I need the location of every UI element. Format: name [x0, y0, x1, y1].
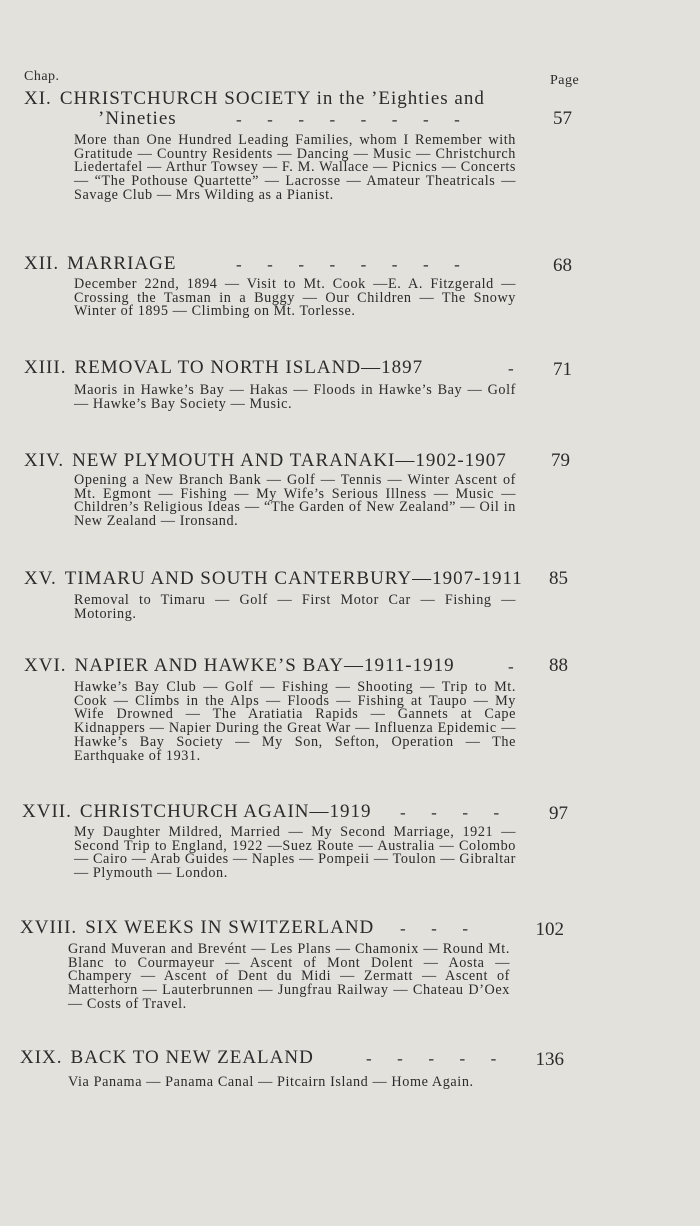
chapter-number: XVIII. — [20, 917, 78, 938]
chapter-title: SIX WEEKS IN SWITZERLAND — [85, 917, 375, 938]
leader-dashes: - - - - - — [366, 1049, 497, 1068]
leader-dashes: - - - — [400, 919, 468, 938]
chapter-number: XIV. — [24, 450, 65, 471]
chapter-title-continued: ’Nineties — [98, 108, 177, 129]
chapter-summary: Removal to Timaru — Golf — First Motor Car — Fishing — Motoring. — [74, 592, 516, 622]
chapter-page-number: 68 — [553, 255, 572, 276]
chapter-page-number: 102 — [535, 919, 564, 940]
chapter-summary: Via Panama — Panama Canal — Pitcairn Island — Home Again. — [68, 1074, 474, 1090]
chapter-page-number: 85 — [549, 568, 568, 589]
chapter-summary: Hawke’s Bay Club — Golf — Fishing — Shooting — Trip to Mt. Cook — Climbs in the Alps — Floods — Fishing at Taupo — My Wife Drowned — The Aratiatia Rapids — Gannets at Cape Kidnappers — Napier During the Great War — Influenza Epidemic — Hawke’s Bay Society — My Son, Sefton, Operation — The Earthquake of 1931. — [74, 679, 516, 764]
chapter-number: XII. — [24, 253, 60, 274]
chap-column-label: Chap. — [24, 69, 60, 84]
chapter-title: CHRISTCHURCH SOCIETY in the ’Eighties and — [59, 88, 485, 109]
leader-dashes: - — [508, 359, 514, 378]
chapter-number: XVII. — [22, 801, 72, 822]
chapter-summary: More than One Hundred Leading Families, whom I Remember with Gratitude — Country Residents — Dancing — Music — Christchurch Liedertafel — Arthur Towsey — F. M. Wallace — Picnics — Concerts — “The Pothouse Quartette” — Lacrosse — Amateur Theatricals — Savage Club — Mrs Wilding as a Pianist. — [74, 132, 516, 203]
chapter-number: XIII. — [24, 357, 67, 378]
chapter-page-number: 88 — [549, 655, 568, 676]
chapter-summary: December 22nd, 1894 — Visit to Mt. Cook —E. A. Fitzgerald — Crossing the Tasman in a Buggy — Our Children — The Snowy Winter of 1895 — Climbing on Mt. Torlesse. — [74, 276, 516, 320]
chapter-summary: My Daughter Mildred, Married — My Second Marriage, 1921 — Second Trip to England, 1922 —Suez Route — Australia — Colombo — Cairo — Arab Guides — Naples — Pompeii — Toulon — Gibraltar — Plymouth — London. — [74, 824, 516, 882]
chapter-number: XI. — [24, 88, 52, 109]
chapter-page-number: 97 — [549, 803, 568, 824]
chapter-page-number: 79 — [551, 450, 570, 471]
chapter-title: CHRISTCHURCH AGAIN—1919 — [79, 801, 372, 822]
chapter-title: MARRIAGE — [67, 253, 177, 274]
chapter-title: REMOVAL TO NORTH ISLAND—1897 — [74, 357, 424, 378]
chapter-title: NAPIER AND HAWKE’S BAY—1911-1919 — [74, 655, 455, 676]
leader-dashes: - - - - - - - - — [236, 255, 460, 274]
chapter-title: TIMARU AND SOUTH CANTERBURY—1907-1911 — [64, 568, 523, 589]
chapter-summary: Maoris in Hawke’s Bay — Hakas — Floods in Hawke’s Bay — Golf — Hawke’s Bay Society — Music. — [74, 382, 516, 412]
page-column-label: Page — [550, 73, 580, 88]
chapter-title: NEW PLYMOUTH AND TARANAKI—1902-1907 — [72, 450, 507, 471]
leader-dashes: - - - - — [400, 803, 500, 822]
leader-dashes: - - - - - - - - — [236, 110, 460, 129]
chapter-summary: Opening a New Branch Bank — Golf — Tennis — Winter Ascent of Mt. Egmont — Fishing — My Wife’s Serious Illness — Music — Children’s Religious Ideas — “The Garden of New Zealand” — Oil in New Zealand — Ironsand. — [74, 472, 516, 530]
leader-dashes: - — [508, 657, 514, 676]
chapter-number: XIX. — [20, 1047, 63, 1068]
chapter-number: XVI. — [24, 655, 67, 676]
chapter-number: XV. — [24, 568, 57, 589]
chapter-summary: Grand Muveran and Brevént — Les Plans — Chamonix — Round Mt. Blanc to Courmayeur — Ascent of Mont Dolent — Aosta — Champery — Ascent of Dent du Midi — Zermatt — Ascent of Matterhorn — Lauterbrunnen — Jungfrau Railway — Chateau D’Oex — Costs of Travel. — [68, 941, 510, 1012]
chapter-page-number: 57 — [553, 108, 572, 129]
chapter-page-number: 71 — [553, 359, 572, 380]
chapter-title: BACK TO NEW ZEALAND — [70, 1047, 314, 1068]
chapter-page-number: 136 — [535, 1049, 564, 1070]
